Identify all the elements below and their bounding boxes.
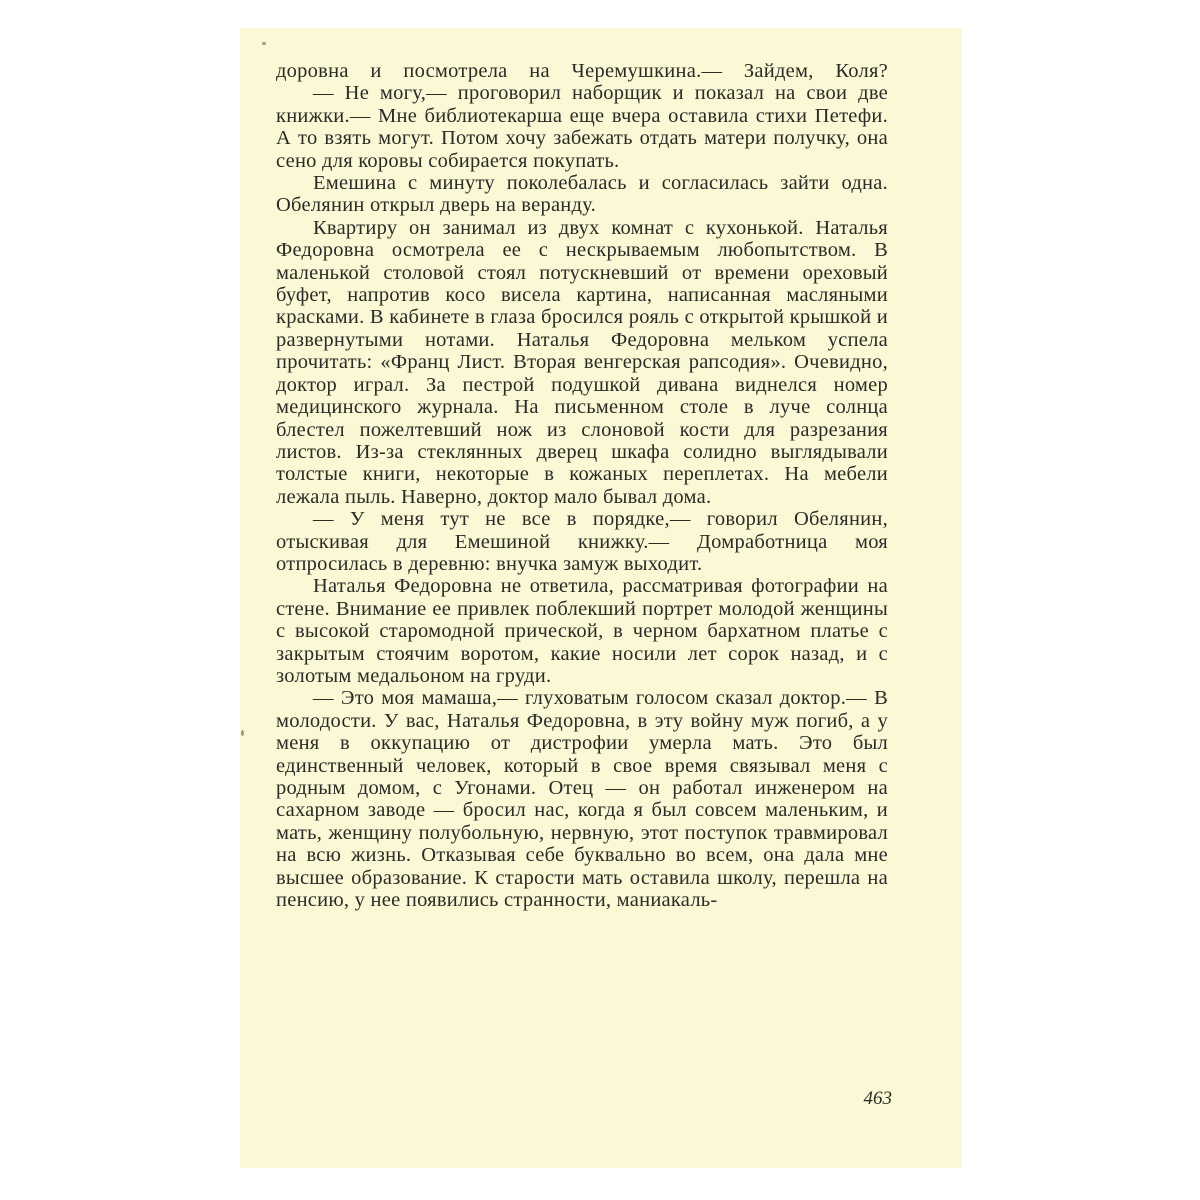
paragraph: — Это моя мамаша,— глуховатым голосом сказал доктор.— В молодости. У вас, Наталья Федоровна, в эту войну муж погиб, а у меня в оккупацию от дистрофии умерла мать. Это был единственный человек, который в свое время связывал меня с родным домом, с Угонами. Отец — он работал инженером на сахарном заводе — бросил нас, когда я был совсем маленьким, и мать, женщину полубольную, нервную, этот поступок травмировал на всю жизнь. Отказывая себе буквально во всем, она дала мне высшее образование. К старости мать оставила школу, перешла на пенсию, у нее появились странности, маниакаль-: [276, 687, 888, 912]
page-number: 463: [863, 1088, 892, 1109]
paper-speck: [241, 730, 244, 736]
paragraph: — У меня тут не все в порядке,— говорил Обелянин, отыскивая для Емешиной книжку.— Домработница моя отпросилась в деревню: внучка замуж выходит.: [276, 508, 888, 575]
paper-speck: [262, 42, 266, 45]
body-text: [276, 60, 888, 911]
paragraph: Квартиру он занимал из двух комнат с кухонькой. Наталья Федоровна осмотрела ее с нескрываемым любопытством. В маленькой столовой стоял потускневший от времени ореховый буфет, напротив косо висела картина, написанная масляными красками. В кабинете в глаза бросился рояль с открытой крышкой и развернутыми нотами. Наталья Федоровна мельком успела прочитать: «Франц Лист. Вторая венгерская рапсодия». Очевидно, доктор играл. За пестрой подушкой дивана виднелся номер медицинского журнала. На письменном столе в луче солнца блестел пожелтевший нож из слоновой кости для разрезания листов. Из-за стеклянных дверец шкафа солидно выглядывали толстые книги, некоторые в кожаных переплетах. На мебели лежала пыль. Наверно, доктор мало бывал дома.: [276, 216, 888, 508]
paragraph: — Не могу,— проговорил наборщик и показал на свои две книжки.— Мне библиотекарша еще вчера оставила стихи Петефи. А то взять могут. Потом хочу забежать отдать матери получку, она сено для коровы собирается покупать.: [276, 82, 888, 172]
paragraph: Наталья Федоровна не ответила, рассматривая фотографии на стене. Внимание ее привлек поблекший портрет молодой женщины с высокой старомодной прической, в черном бархатном платье с закрытым стоячим воротом, какие носили лет сорок назад, и с золотым медальоном на груди.: [276, 575, 888, 687]
paragraph: доровна и посмотрела на Черемушкина.— Зайдем, Коля?: [276, 60, 888, 82]
paragraph: Емешина с минуту поколебалась и согласилась зайти одна. Обелянин открыл дверь на веранду.: [276, 172, 888, 217]
